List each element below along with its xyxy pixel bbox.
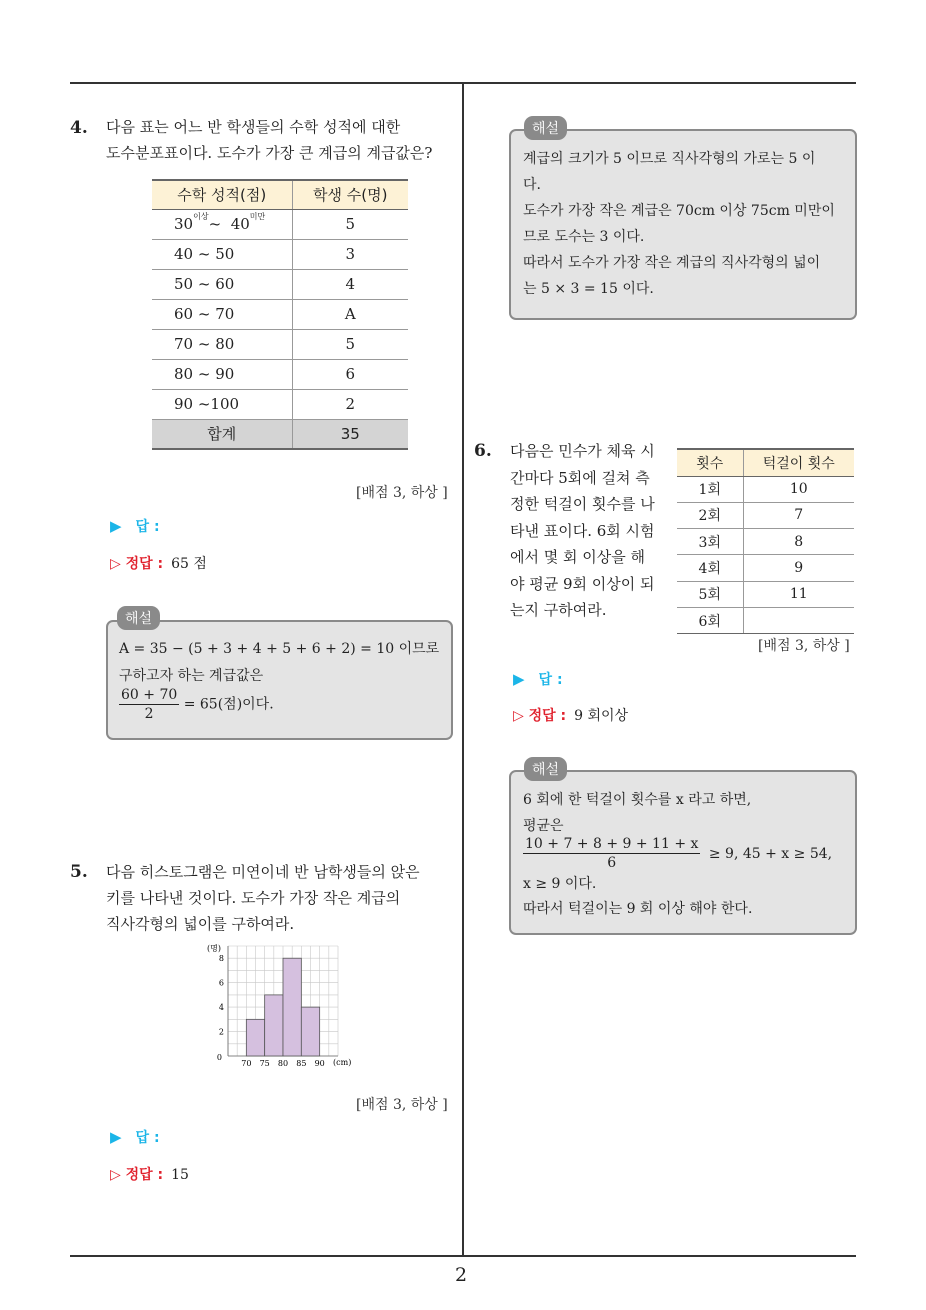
- y-tick-label: 6: [218, 978, 224, 988]
- table-cell-count: 6: [292, 359, 408, 389]
- table-cell-value: 7: [743, 502, 854, 528]
- answer-label: 답 :: [135, 1130, 160, 1146]
- table-cell-count: 5: [292, 209, 408, 239]
- table-cell-value: [743, 607, 854, 633]
- q4-frequency-table: [152, 179, 408, 450]
- q5-correct-row: [110, 1164, 189, 1184]
- origin-label: 0: [216, 1053, 222, 1062]
- explanation-line: 므로 도수는 3 이다.: [523, 229, 645, 245]
- histogram-bar: [283, 958, 301, 1056]
- q5-histogram: [200, 938, 360, 1072]
- table-cell-value: 8: [743, 529, 854, 555]
- correct-value: 65 점: [171, 556, 207, 572]
- table-cell-range: 40 ~ 50: [152, 239, 292, 269]
- correct-value: 15: [171, 1167, 189, 1183]
- q5-text-line: 직사각형의 넓이를 구하여라.: [106, 915, 295, 933]
- table-cell-value: 9: [743, 555, 854, 581]
- q6-text-line: 간마다 5회에 걸쳐 측: [510, 468, 650, 487]
- table-cell-range: 90 ~100: [152, 389, 292, 419]
- table-cell-range: 60 ~ 70: [152, 299, 292, 329]
- q6-pullup-table: [677, 448, 854, 634]
- table-cell-count: 2: [292, 389, 408, 419]
- q6-text-line: 에서 몇 회 이상을 해: [510, 548, 645, 566]
- explanation-line: 도수가 가장 작은 계급은 70cm 이상 75cm 미만이: [523, 203, 835, 219]
- explanation-line: $\frac{60 + 70}{2}$ = 65(점)이다.: [121, 687, 274, 722]
- q6-explanation-text: [523, 787, 851, 922]
- q4-text-line: 다음 표는 어느 반 학생들의 수학 성적에 대한: [106, 118, 401, 136]
- table-total-value: 35: [292, 419, 408, 449]
- q6-table-header: 턱걸이 횟수: [743, 449, 854, 476]
- q6-text-line: 정한 턱걸이 횟수를 나: [510, 495, 655, 513]
- q6-table-header: 횟수: [677, 449, 743, 476]
- q5-text-line: 다음 히스토그램은 미연이네 반 남학생들의 앉은: [106, 863, 420, 881]
- table-total-label: 합계: [152, 419, 292, 449]
- outline-triangle-icon: ▷: [110, 556, 121, 572]
- table-row: [677, 607, 854, 633]
- explanation-line: 구하고자 하는 계급값은: [119, 668, 264, 684]
- q4-table-header: 학생 수(명): [292, 180, 408, 209]
- table-cell-label: 1회: [677, 476, 743, 502]
- q5-text: [106, 859, 456, 937]
- q5-explanation-text: [523, 146, 851, 302]
- q5-score-meta: [배점 3, 하상 ]: [356, 1097, 448, 1113]
- q5-explanation-tab: 해설: [524, 116, 567, 140]
- bottom-rule: [70, 1255, 856, 1257]
- q4-number: 4.: [70, 118, 88, 138]
- table-cell-value: 11: [743, 581, 854, 607]
- x-tick-label: 70: [241, 1059, 252, 1068]
- q4-explanation-tab: 해설: [117, 606, 160, 630]
- x-axis-label: (cm): [333, 1058, 352, 1067]
- outline-triangle-icon: ▷: [513, 708, 524, 724]
- x-tick-label: 75: [259, 1059, 270, 1068]
- q6-text-line: 타낸 표이다. 6회 시험: [510, 521, 655, 540]
- table-cell-label: 3회: [677, 529, 743, 555]
- q4-text-line: 도수분포표이다. 도수가 가장 큰 계급의 계급값은?: [106, 144, 433, 162]
- q4-correct-row: [110, 553, 207, 573]
- x-tick-label: 90: [314, 1059, 325, 1068]
- table-cell-label: 4회: [677, 555, 743, 581]
- explanation-line: 다.: [523, 177, 541, 193]
- table-row: [152, 269, 408, 299]
- column-divider: [462, 84, 464, 1256]
- explanation-line: x ≥ 9 이다.: [523, 876, 597, 892]
- q4-explanation-text: [119, 636, 449, 723]
- explanation-line: $\frac{10 + 7 + 8 + 9 + 11 + x}{6}$ ≥ 9, 45 + x ≥ 54,: [525, 836, 833, 871]
- y-tick-label: 2: [218, 1027, 224, 1037]
- table-cell-value: 10: [743, 476, 854, 502]
- y-axis-label: (명): [207, 944, 221, 953]
- table-row: [152, 389, 408, 419]
- play-triangle-icon: ▶: [110, 1128, 122, 1146]
- q4-answer-row: [110, 516, 160, 536]
- table-cell-label: 2회: [677, 502, 743, 528]
- explanation-line: 계급의 크기가 5 이므로 직사각형의 가로는 5 이: [523, 151, 816, 167]
- x-tick-label: 85: [296, 1059, 307, 1068]
- page-number: 2: [455, 1264, 468, 1286]
- table-row: [152, 239, 408, 269]
- table-total-row: [152, 419, 408, 449]
- table-row: [152, 299, 408, 329]
- explanation-line: 6 회에 한 턱걸이 횟수를 x 라고 하면,: [523, 792, 752, 808]
- explanation-line: 따라서 턱걸이는 9 회 이상 해야 한다.: [523, 901, 753, 917]
- histogram-bar: [246, 1019, 264, 1056]
- table-row: [677, 555, 854, 581]
- q6-score-meta: [배점 3, 하상 ]: [758, 638, 850, 654]
- table-row: [152, 329, 408, 359]
- q5-number: 5.: [70, 862, 88, 882]
- q6-text-line: 다음은 민수가 체육 시: [510, 442, 655, 460]
- histogram-bar: [265, 995, 283, 1056]
- play-triangle-icon: ▶: [513, 670, 525, 688]
- q6-text-line: 야 평균 9회 이상이 되: [510, 574, 655, 593]
- table-row: [152, 209, 408, 239]
- explanation-line: A = 35 − (5 + 3 + 4 + 5 + 6 + 2) = 10 이므로: [119, 641, 440, 657]
- table-cell-range: 50 ~ 60: [152, 269, 292, 299]
- q5-text-line: 키를 나타낸 것이다. 도수가 가장 작은 계급의: [106, 889, 401, 907]
- q4-score-meta: [배점 3, 하상 ]: [356, 485, 448, 501]
- q4-text: [106, 114, 456, 166]
- x-tick-label: 80: [277, 1059, 289, 1068]
- table-row: [677, 502, 854, 528]
- q6-text-line: 는지 구하여라.: [510, 601, 607, 619]
- table-cell-label: 6회: [677, 607, 743, 633]
- table-row: [677, 529, 854, 555]
- q6-number: 6.: [474, 441, 492, 461]
- table-cell-label: 5회: [677, 581, 743, 607]
- fraction: $\frac{60 + 70}{2}$: [121, 687, 178, 722]
- answer-label: 답 :: [538, 672, 563, 688]
- correct-label: 정답 :: [125, 1167, 164, 1183]
- y-tick-label: 8: [218, 954, 224, 964]
- explanation-line: 는 5 × 3 = 15 이다.: [523, 281, 654, 297]
- y-tick-label: 4: [218, 1003, 224, 1013]
- table-cell-count: 4: [292, 269, 408, 299]
- q5-answer-row: [110, 1127, 160, 1147]
- table-cell-count: 3: [292, 239, 408, 269]
- histogram-bar: [301, 1007, 319, 1056]
- q6-answer-row: [513, 669, 563, 689]
- table-row: [677, 581, 854, 607]
- explanation-line: 평균은: [523, 818, 564, 834]
- correct-value: 9 회이상: [574, 708, 629, 724]
- answer-label: 답 :: [135, 519, 160, 535]
- explanation-line: 따라서 도수가 가장 작은 계급의 직사각형의 넓이: [523, 255, 821, 271]
- fraction: $\frac{10 + 7 + 8 + 9 + 11 + x}{6}$: [525, 836, 699, 871]
- correct-label: 정답 :: [528, 708, 567, 724]
- outline-triangle-icon: ▷: [110, 1167, 121, 1183]
- table-cell-count: 5: [292, 329, 408, 359]
- table-cell-count: A: [292, 299, 408, 329]
- q6-explanation-tab: 해설: [524, 757, 567, 781]
- correct-label: 정답 :: [125, 556, 164, 572]
- table-cell-range: 80 ~ 90: [152, 359, 292, 389]
- q6-correct-row: [513, 705, 628, 725]
- play-triangle-icon: ▶: [110, 517, 122, 535]
- table-cell-range: 70 ~ 80: [152, 329, 292, 359]
- table-row: [677, 476, 854, 502]
- q4-table-header: 수학 성적(점): [152, 180, 292, 209]
- table-cell-range: $30^{이상}\sim$ $40^{미만}$: [152, 209, 292, 239]
- q6-text: [510, 438, 670, 624]
- table-row: [152, 359, 408, 389]
